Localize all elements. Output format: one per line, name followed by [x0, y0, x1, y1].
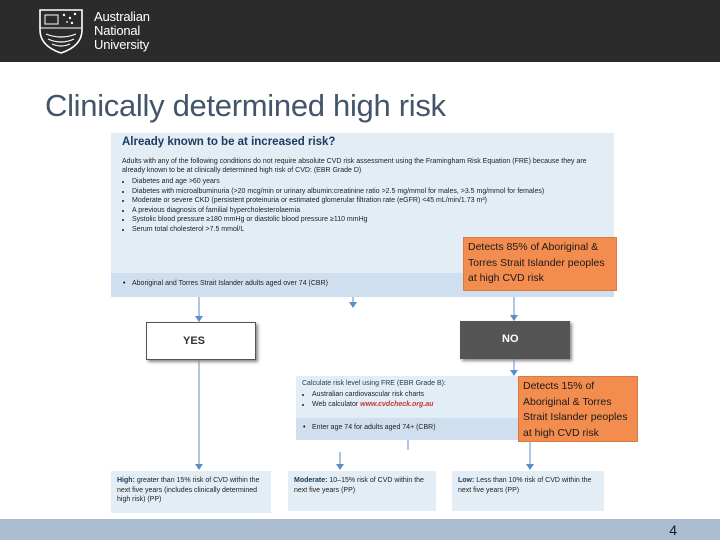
web-calculator-label: Web calculator — [312, 401, 361, 408]
slide-title: Clinically determined high risk — [45, 88, 446, 123]
logo-line: National — [94, 23, 141, 38]
list-item: Enter age 74 for adults aged 74+ (CBR) — [312, 424, 436, 431]
known-risk-heading: Already known to be at increased risk? — [122, 136, 336, 148]
footer-bar — [0, 519, 720, 540]
callout-85-percent: Detects 85% of Aboriginal & Torres Strait Islander peoples at high CVD risk — [463, 237, 617, 291]
no-label: NO — [502, 333, 519, 345]
moderate-risk-text: 10–15% risk of CVD within the next five years (PP) — [294, 477, 424, 494]
moderate-risk-label: Moderate: — [294, 477, 328, 484]
logo-line: Australian — [94, 9, 150, 24]
list-item: • Australian cardiovascular risk charts — [312, 390, 433, 400]
list-item: • Diabetes with microalbuminuria (>20 mcg/min or urinary albumin:creatinine ratio >2.5 mg/mmol for males, >3.5 mg/mmol for females) — [132, 187, 572, 197]
no-box — [460, 321, 570, 359]
bullet-icon: • — [123, 280, 126, 287]
list-item: • Systolic blood pressure ≥180 mmHg or diastolic blood pressure ≥110 mmHg — [132, 215, 572, 225]
page-number: 4 — [669, 522, 677, 538]
moderate-risk-box — [288, 471, 436, 511]
list-item: • Serum total cholesterol >7.5 mmol/L — [132, 225, 572, 235]
low-risk-box — [452, 471, 604, 511]
known-risk-header — [111, 133, 614, 153]
logo-line: University — [94, 37, 150, 52]
yes-label: YES — [183, 335, 206, 347]
calculate-risk-list — [302, 390, 433, 410]
high-risk-box — [111, 471, 271, 513]
list-item — [312, 400, 433, 410]
low-risk-text: Less than 10% risk of CVD within the next five years (PP) — [458, 477, 592, 494]
low-risk-label: Low: — [458, 477, 475, 484]
yes-box — [146, 322, 256, 360]
callout-15-percent: Detects 15% of Aboriginal & Torres Strait Islander peoples at high CVD risk — [518, 376, 638, 442]
list-item: • Diabetes and age >60 years — [132, 177, 572, 187]
cvdcheck-link[interactable]: www.cvdcheck.org.au — [360, 401, 434, 408]
list-item: • Moderate or severe CKD (persistent proteinuria or estimated glomerular filtration rate (eGFR) <45 mL/min/1.73 m²) — [132, 196, 572, 206]
high-risk-text: greater than 15% risk of CVD within the next five years (includes clinically determined high risk) (PP) — [117, 477, 260, 503]
bullet-icon: • — [303, 424, 306, 431]
known-risk-intro: Adults with any of the following conditions do not require absolute CVD risk assessment using the Framingham Risk Equation (FRE) because they are already known to be at clinically determined high risk of CVD: (EBR Grade D) — [122, 158, 587, 174]
list-item: • A previous diagnosis of familial hypercholesterolaemia — [132, 206, 572, 216]
high-risk-label: High: — [117, 477, 135, 484]
calculate-risk-title: Calculate risk level using FRE (EBR Grade B): — [302, 380, 446, 387]
calculate-risk-box — [296, 376, 518, 440]
known-risk-list — [122, 177, 572, 235]
calculate-risk-highlight-row — [296, 418, 518, 440]
list-item: Aboriginal and Torres Strait Islander adults aged over 74 (CBR) — [132, 280, 328, 287]
